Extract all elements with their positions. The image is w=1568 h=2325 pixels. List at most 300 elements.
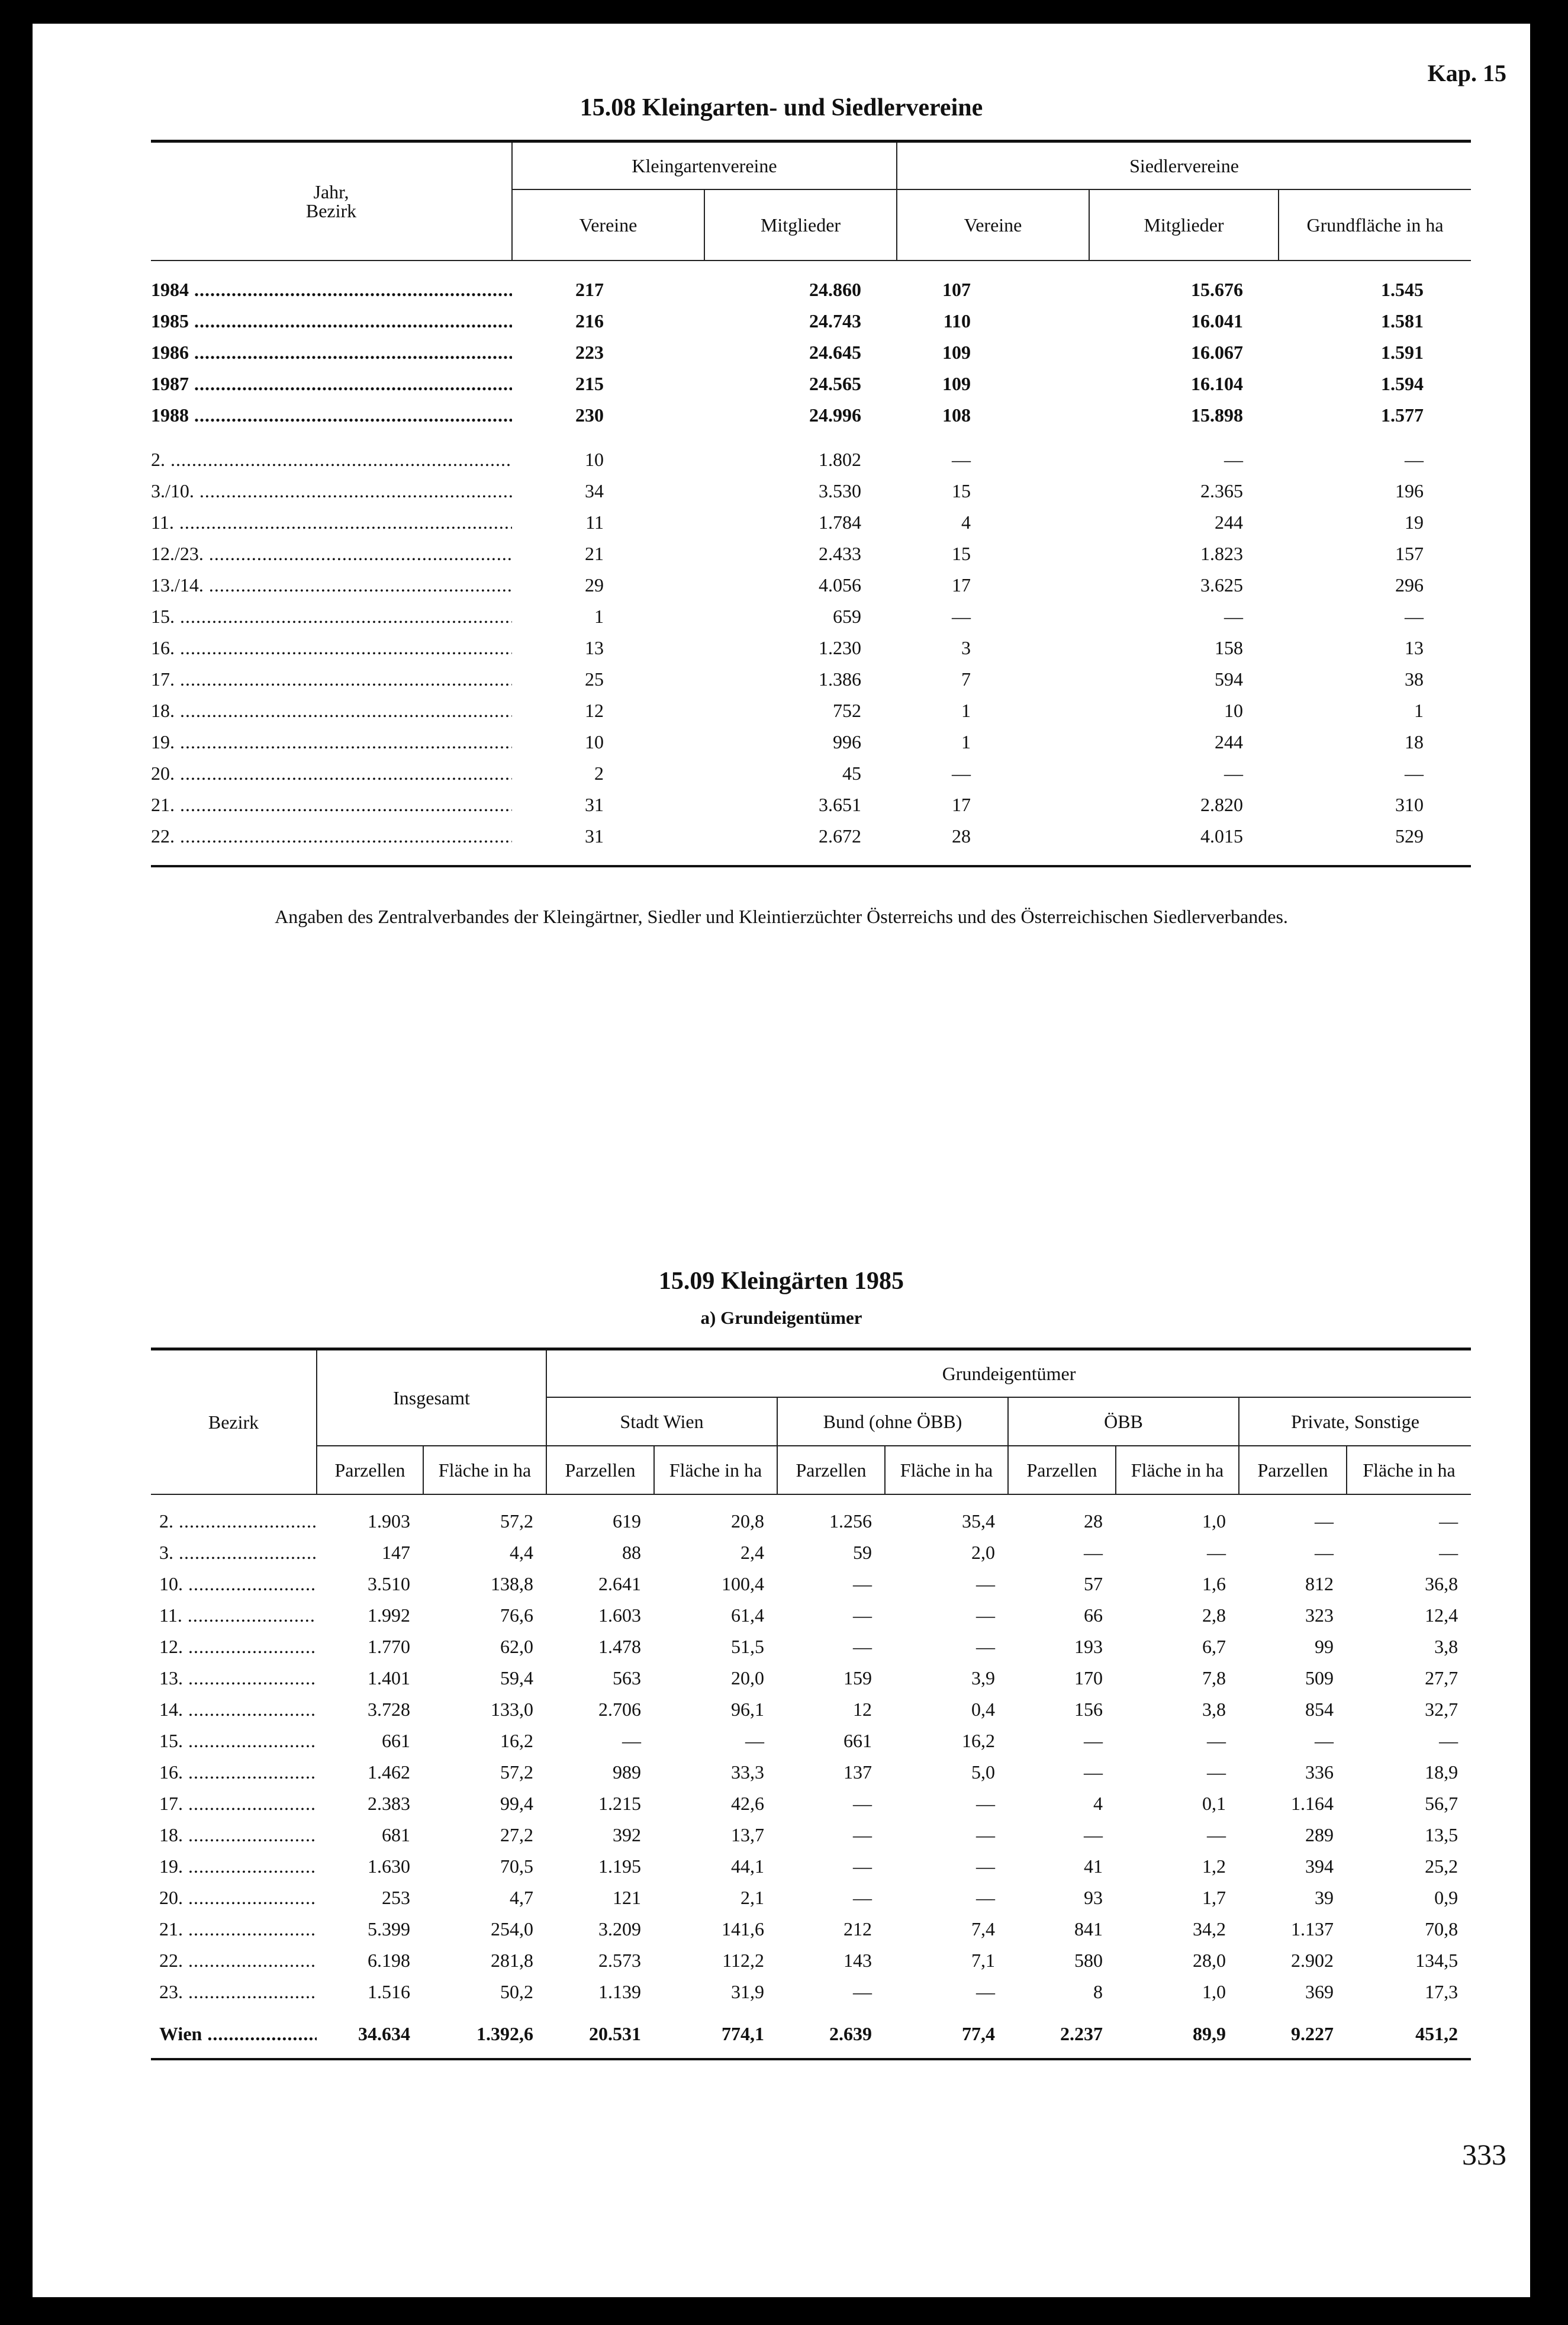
- row-label: [151, 368, 512, 400]
- table-cell: 19: [1405, 512, 1424, 533]
- table-cell: —: [976, 1573, 995, 1594]
- row-label: [151, 726, 512, 758]
- row-label: 12. .....: [151, 1631, 317, 1662]
- table-cell: 96,1: [731, 1699, 764, 1720]
- row-label: [151, 601, 512, 632]
- table-cell: 1.230: [819, 637, 862, 658]
- col-jahr-bezirk: Jahr, Bezirk: [151, 142, 512, 261]
- row-label: [151, 664, 512, 695]
- row-label: [151, 306, 512, 337]
- table-cell: 281,8: [491, 1950, 533, 1971]
- table-cell: 253: [382, 1887, 410, 1908]
- table-cell: 619: [613, 1510, 641, 1532]
- row-label: [151, 274, 512, 306]
- col-parzellen: Parzellen: [1239, 1446, 1347, 1494]
- table-cell: 661: [843, 1730, 872, 1751]
- table-cell: 1.591: [1381, 342, 1424, 363]
- table-row: [151, 1788, 1471, 1819]
- table-cell: 17,3: [1425, 1981, 1458, 2002]
- row-label-text: 1986 .....: [151, 342, 512, 364]
- table-cell: 24.996: [809, 404, 862, 426]
- table-cell: 31: [585, 825, 604, 847]
- table-cell: 33,3: [731, 1761, 764, 1783]
- table-cell: 0,4: [971, 1699, 995, 1720]
- table-cell: 170: [1074, 1667, 1103, 1689]
- table-cell: 2.902: [1291, 1950, 1334, 1971]
- table-cell: 31,9: [731, 1981, 764, 2002]
- table-cell: —: [853, 1824, 872, 1845]
- table-row: [151, 475, 1471, 507]
- table-cell: 1.137: [1291, 1918, 1334, 1940]
- table-cell: 2.433: [819, 543, 862, 564]
- table-cell: 1.823: [1200, 543, 1244, 564]
- table-cell: —: [853, 1636, 872, 1657]
- table-cell: 1.462: [368, 1761, 410, 1783]
- table-cell: 1.386: [819, 668, 862, 690]
- table-cell: —: [976, 1981, 995, 2002]
- row-label: [151, 570, 512, 601]
- row-label-text: 17. .....: [151, 668, 512, 690]
- row-label-text: 12./23. .....: [151, 543, 512, 565]
- row-label-text: 11. .....: [151, 512, 512, 533]
- table-cell: 3.209: [598, 1918, 641, 1940]
- table-cell: 244: [1215, 731, 1244, 753]
- table-cell: 158: [1215, 637, 1244, 658]
- table-cell: —: [1084, 1824, 1103, 1845]
- table-cell: 18: [1405, 731, 1424, 753]
- table-cell: 223: [575, 342, 604, 363]
- table-row: [151, 1600, 1471, 1631]
- table-cell: 509: [1305, 1667, 1334, 1689]
- table-cell: 1.992: [368, 1604, 410, 1626]
- col-bezirk: Bezirk: [151, 1349, 317, 1495]
- row-label: [151, 538, 512, 570]
- table-cell: —: [1439, 1730, 1458, 1751]
- table-cell: 5,0: [971, 1761, 995, 1783]
- row-label: 3. .....: [151, 1537, 317, 1568]
- table-row: [151, 632, 1471, 664]
- table-cell: 215: [575, 373, 604, 394]
- table-cell: 1.594: [1381, 373, 1424, 394]
- table-cell: 99,4: [500, 1793, 533, 1814]
- table-cell: 29: [585, 574, 604, 596]
- table-cell: 1: [1414, 700, 1424, 721]
- table-row: [151, 368, 1471, 400]
- row-label: [151, 337, 512, 368]
- table-cell: 59: [853, 1542, 872, 1563]
- table-cell: 217: [575, 279, 604, 300]
- table-cell: 77,4: [962, 2023, 995, 2044]
- table-cell: 57: [1084, 1573, 1103, 1594]
- table-row: [151, 1757, 1471, 1788]
- table-cell: 25,2: [1425, 1856, 1458, 1877]
- table-cell: 28: [1084, 1510, 1103, 1532]
- table-cell: 70,8: [1425, 1918, 1458, 1940]
- table-cell: 24.645: [809, 342, 862, 363]
- table-cell: 681: [382, 1824, 410, 1845]
- table-cell: 1.139: [598, 1981, 641, 2002]
- table-row: [151, 1819, 1471, 1851]
- table-cell: 13: [1405, 637, 1424, 658]
- table-cell: 2.383: [368, 1793, 410, 1814]
- table-cell: —: [1224, 606, 1244, 627]
- table-cell: 61,4: [731, 1604, 764, 1626]
- table-cell: 2.365: [1200, 480, 1244, 501]
- table-cell: 10: [1224, 700, 1244, 721]
- table-cell: —: [1084, 1730, 1103, 1751]
- table-cell: 1,0: [1202, 1981, 1226, 2002]
- table-cell: 394: [1305, 1856, 1334, 1877]
- owner-oebb: ÖBB: [1008, 1397, 1239, 1446]
- table-row: [151, 1976, 1471, 2008]
- table-cell: —: [1084, 1542, 1103, 1563]
- table-cell: 310: [1395, 794, 1424, 815]
- table-cell: 93: [1084, 1887, 1103, 1908]
- owner-bund: Bund (ohne ÖBB): [777, 1397, 1008, 1446]
- group-grundeigentuemer: Grundeigentümer: [546, 1349, 1471, 1398]
- table-cell: 11: [585, 512, 604, 533]
- row-label: 15. .....: [151, 1725, 317, 1757]
- table-cell: —: [1315, 1510, 1334, 1532]
- table-cell: 1.392,6: [476, 2023, 533, 2044]
- table-cell: 109: [942, 373, 971, 394]
- table-cell: 3.510: [368, 1573, 410, 1594]
- table-cell: 141,6: [722, 1918, 764, 1940]
- table-cell: 254,0: [491, 1918, 533, 1940]
- table1-title: 15.08 Kleingarten- und Siedlervereine: [579, 94, 983, 121]
- table-cell: 10: [585, 449, 604, 470]
- table-cell: 1.784: [819, 512, 862, 533]
- table-cell: 0,9: [1434, 1887, 1458, 1908]
- group-kleingartenvereine: Kleingartenvereine: [512, 142, 897, 190]
- owner-private: Private, Sonstige: [1239, 1397, 1471, 1446]
- table-cell: 4,4: [510, 1542, 533, 1563]
- table-cell: 193: [1074, 1636, 1103, 1657]
- table-row: [151, 570, 1471, 601]
- row-label: 16. .....: [151, 1757, 317, 1788]
- table-cell: 989: [613, 1761, 641, 1783]
- table-cell: 1.603: [598, 1604, 641, 1626]
- table-cell: 20,8: [731, 1510, 764, 1532]
- table-cell: 20,0: [731, 1667, 764, 1689]
- table-cell: 45: [842, 763, 862, 784]
- table-cell: 4,7: [510, 1887, 533, 1908]
- table-cell: 2.573: [598, 1950, 641, 1971]
- table-cell: —: [853, 1573, 872, 1594]
- table-cell: 18,9: [1425, 1761, 1458, 1783]
- table-cell: 594: [1215, 668, 1244, 690]
- table-cell: 56,7: [1425, 1793, 1458, 1814]
- col-parzellen: Parzellen: [777, 1446, 885, 1494]
- table-cell: 1.581: [1381, 310, 1424, 332]
- table-cell: 7,8: [1202, 1667, 1226, 1689]
- table-row: [151, 758, 1471, 789]
- table-row: [151, 1631, 1471, 1662]
- owner-stadt-wien: Stadt Wien: [546, 1397, 777, 1446]
- table-cell: 147: [382, 1542, 410, 1563]
- table-cell: 16.067: [1191, 342, 1244, 363]
- row-label-text: 13./14. .....: [151, 574, 512, 596]
- table-cell: 661: [382, 1730, 410, 1751]
- table-cell: —: [1207, 1730, 1226, 1751]
- table-cell: 108: [942, 404, 971, 426]
- table-cell: 107: [942, 279, 971, 300]
- col-mitglieder-klein: Mitglieder: [704, 189, 897, 261]
- page-number: 333: [1462, 2138, 1506, 2171]
- table-cell: 20.531: [589, 2023, 641, 2044]
- table-cell: 7,1: [971, 1950, 995, 1971]
- table-cell: 143: [843, 1950, 872, 1971]
- table-cell: 1,0: [1202, 1510, 1226, 1532]
- table-cell: 6.198: [368, 1950, 410, 1971]
- table-cell: 1.630: [368, 1856, 410, 1877]
- table-cell: 10: [585, 731, 604, 753]
- table-cell: 16.104: [1191, 373, 1244, 394]
- row-label: [151, 632, 512, 664]
- table-cell: 216: [575, 310, 604, 332]
- table-cell: 39: [1315, 1887, 1334, 1908]
- table-cell: 1,6: [1202, 1573, 1226, 1594]
- table-row: [151, 1914, 1471, 1945]
- table-cell: 5.399: [368, 1918, 410, 1940]
- table-row: [151, 1725, 1471, 1757]
- row-label: [151, 821, 512, 852]
- row-label: 13. .....: [151, 1662, 317, 1694]
- table-cell: —: [745, 1730, 764, 1751]
- table-cell: 44,1: [731, 1856, 764, 1877]
- table-cell: —: [1207, 1542, 1226, 1563]
- table-cell: —: [976, 1636, 995, 1657]
- table-cell: 27,2: [500, 1824, 533, 1845]
- table-cell: 2.672: [819, 825, 862, 847]
- col-flaeche: Fläche in ha: [1116, 1446, 1239, 1494]
- table-cell: 1.770: [368, 1636, 410, 1657]
- table-cell: 16,2: [962, 1730, 995, 1751]
- table1-years: [151, 274, 1471, 431]
- table-cell: 16,2: [500, 1730, 533, 1751]
- table-cell: 99: [1315, 1636, 1334, 1657]
- table-cell: 812: [1305, 1573, 1334, 1594]
- table-cell: 2,4: [740, 1542, 764, 1563]
- table-cell: 17: [952, 794, 971, 815]
- table-cell: —: [1315, 1730, 1334, 1751]
- table-row: [151, 601, 1471, 632]
- table-cell: 212: [843, 1918, 872, 1940]
- table-row: [151, 337, 1471, 368]
- table2-subheader: [151, 1446, 1471, 1494]
- table-cell: 2.641: [598, 1573, 641, 1594]
- table-cell: 34: [585, 480, 604, 501]
- table-row: [151, 400, 1471, 431]
- table-row: [151, 1537, 1471, 1568]
- row-label-text: 3./10. .....: [151, 480, 512, 502]
- row-label: 23. .....: [151, 1976, 317, 2008]
- table-cell: 2,0: [971, 1542, 995, 1563]
- table-cell: 1: [594, 606, 604, 627]
- group-siedlervereine: Siedlervereine: [897, 142, 1471, 190]
- table-cell: 196: [1395, 480, 1424, 501]
- table-cell: 774,1: [722, 2023, 764, 2044]
- table-cell: 1: [961, 700, 971, 721]
- row-label-text: 19. .....: [151, 731, 512, 753]
- table-cell: 100,4: [722, 1573, 764, 1594]
- table-cell: 1.545: [1381, 279, 1424, 300]
- table-cell: 3,9: [971, 1667, 995, 1689]
- table-cell: 580: [1074, 1950, 1103, 1971]
- row-label: [151, 400, 512, 431]
- table-cell: 57,2: [500, 1510, 533, 1532]
- table-cell: 13: [585, 637, 604, 658]
- table-cell: —: [853, 1793, 872, 1814]
- table-cell: 1.401: [368, 1667, 410, 1689]
- table-cell: 6,7: [1202, 1636, 1226, 1657]
- table-row: [151, 507, 1471, 538]
- table-cell: 89,9: [1193, 2023, 1226, 2044]
- col-flaeche: Fläche in ha: [885, 1446, 1008, 1494]
- table-cell: —: [952, 606, 971, 627]
- table-cell: 2.820: [1200, 794, 1244, 815]
- table-cell: —: [1439, 1510, 1458, 1532]
- table-cell: 51,5: [731, 1636, 764, 1657]
- row-label-text: 22. .....: [151, 825, 512, 847]
- table-cell: —: [853, 1856, 872, 1877]
- table-row: [151, 1882, 1471, 1914]
- table-row: [151, 821, 1471, 852]
- col-flaeche: Fläche in ha: [654, 1446, 777, 1494]
- row-label: 20. .....: [151, 1882, 317, 1914]
- table-cell: 13,5: [1425, 1824, 1458, 1845]
- table-row: [151, 1568, 1471, 1600]
- table-cell: 76,6: [500, 1604, 533, 1626]
- table2-title: 15.09 Kleingärten 1985: [658, 1268, 904, 1295]
- table-cell: 4: [961, 512, 971, 533]
- row-label-text: 1985 .....: [151, 310, 512, 332]
- table-cell: 4.056: [819, 574, 862, 596]
- table-cell: 12: [853, 1699, 872, 1720]
- source-note: Angaben des Zentralverbandes der Kleingärtner, Siedler und Kleintierzüchter Österreichs und des Österreichischen Siedlerverbandes.: [275, 906, 1288, 927]
- table-cell: 0,1: [1202, 1793, 1226, 1814]
- table-cell: 369: [1305, 1981, 1334, 2002]
- table1-districts: [151, 444, 1471, 852]
- table-cell: 3: [961, 637, 971, 658]
- table-cell: 1.802: [819, 449, 862, 470]
- col-mitglieder-siedler: Mitglieder: [1089, 189, 1279, 261]
- table-cell: 1,7: [1202, 1887, 1226, 1908]
- table-cell: 392: [613, 1824, 641, 1845]
- table-cell: 289: [1305, 1824, 1334, 1845]
- table-row: [151, 695, 1471, 726]
- row-label-text: 20. .....: [151, 763, 512, 784]
- table-cell: 41: [1084, 1856, 1103, 1877]
- table-cell: 50,2: [500, 1981, 533, 2002]
- table-row: [151, 789, 1471, 821]
- table-cell: 34.634: [358, 2023, 410, 2044]
- table-cell: —: [976, 1856, 995, 1877]
- table-cell: 752: [833, 700, 862, 721]
- row-label: [151, 475, 512, 507]
- table-cell: 529: [1395, 825, 1424, 847]
- table-cell: 66: [1084, 1604, 1103, 1626]
- row-label: 17. .....: [151, 1788, 317, 1819]
- table2-rows: [151, 1506, 1471, 2008]
- table-row: [151, 306, 1471, 337]
- table-cell: 2,8: [1202, 1604, 1226, 1626]
- table-cell: 2: [594, 763, 604, 784]
- table-row: [151, 1694, 1471, 1725]
- table-cell: —: [853, 1981, 872, 2002]
- table-cell: —: [1405, 606, 1424, 627]
- table-cell: 133,0: [491, 1699, 533, 1720]
- table1: [151, 140, 1471, 867]
- row-label: [151, 789, 512, 821]
- table-cell: 24.565: [809, 373, 862, 394]
- table-cell: 12: [585, 700, 604, 721]
- row-label-text: 1988 .....: [151, 404, 512, 426]
- table-cell: 38: [1405, 668, 1424, 690]
- table-cell: —: [1224, 449, 1244, 470]
- row-label: [151, 695, 512, 726]
- table-cell: 8: [1093, 1981, 1103, 2002]
- row-label: Wien .....: [151, 2018, 317, 2050]
- table-cell: —: [976, 1604, 995, 1626]
- table-cell: 42,6: [731, 1793, 764, 1814]
- table-cell: 137: [843, 1761, 872, 1783]
- row-label-text: 1984 .....: [151, 279, 512, 301]
- table-cell: 112,2: [722, 1950, 764, 1971]
- table-cell: 28,0: [1193, 1950, 1226, 1971]
- table-cell: 4: [1093, 1793, 1103, 1814]
- table-cell: 1.516: [368, 1981, 410, 2002]
- table-cell: 15.676: [1191, 279, 1244, 300]
- table-cell: 88: [622, 1542, 641, 1563]
- table-cell: 996: [833, 731, 862, 753]
- col-grundflaeche: Grundfläche in ha: [1279, 189, 1471, 261]
- table-cell: 1.195: [598, 1856, 641, 1877]
- row-label: 21. .....: [151, 1914, 317, 1945]
- table-cell: 2.706: [598, 1699, 641, 1720]
- row-label-text: 18. .....: [151, 700, 512, 722]
- table-cell: 25: [585, 668, 604, 690]
- table-row: [151, 664, 1471, 695]
- table-cell: —: [1084, 1761, 1103, 1783]
- table-cell: 13,7: [731, 1824, 764, 1845]
- table-cell: 36,8: [1425, 1573, 1458, 1594]
- col-vereine-klein: Vereine: [512, 189, 704, 261]
- row-label-text: 21. .....: [151, 794, 512, 816]
- table-cell: —: [1315, 1542, 1334, 1563]
- table-cell: 24.743: [809, 310, 862, 332]
- table-cell: 156: [1074, 1699, 1103, 1720]
- row-label: 2. .....: [151, 1506, 317, 1537]
- table-cell: 1.256: [829, 1510, 872, 1532]
- table-cell: —: [976, 1793, 995, 1814]
- table-cell: —: [853, 1887, 872, 1908]
- table-cell: 1,2: [1202, 1856, 1226, 1877]
- table-row: [151, 274, 1471, 306]
- row-label: [151, 758, 512, 789]
- table-cell: —: [1207, 1761, 1226, 1783]
- table-cell: 57,2: [500, 1761, 533, 1783]
- table-cell: 4.015: [1200, 825, 1244, 847]
- table-cell: 3.530: [819, 480, 862, 501]
- chapter-label: Kap. 15: [1427, 60, 1506, 86]
- table-cell: 21: [585, 543, 604, 564]
- table-cell: 15: [952, 543, 971, 564]
- table-cell: 1.577: [1381, 404, 1424, 426]
- table-cell: 2,1: [740, 1887, 764, 1908]
- table-row: [151, 1662, 1471, 1694]
- table-cell: 31: [585, 794, 604, 815]
